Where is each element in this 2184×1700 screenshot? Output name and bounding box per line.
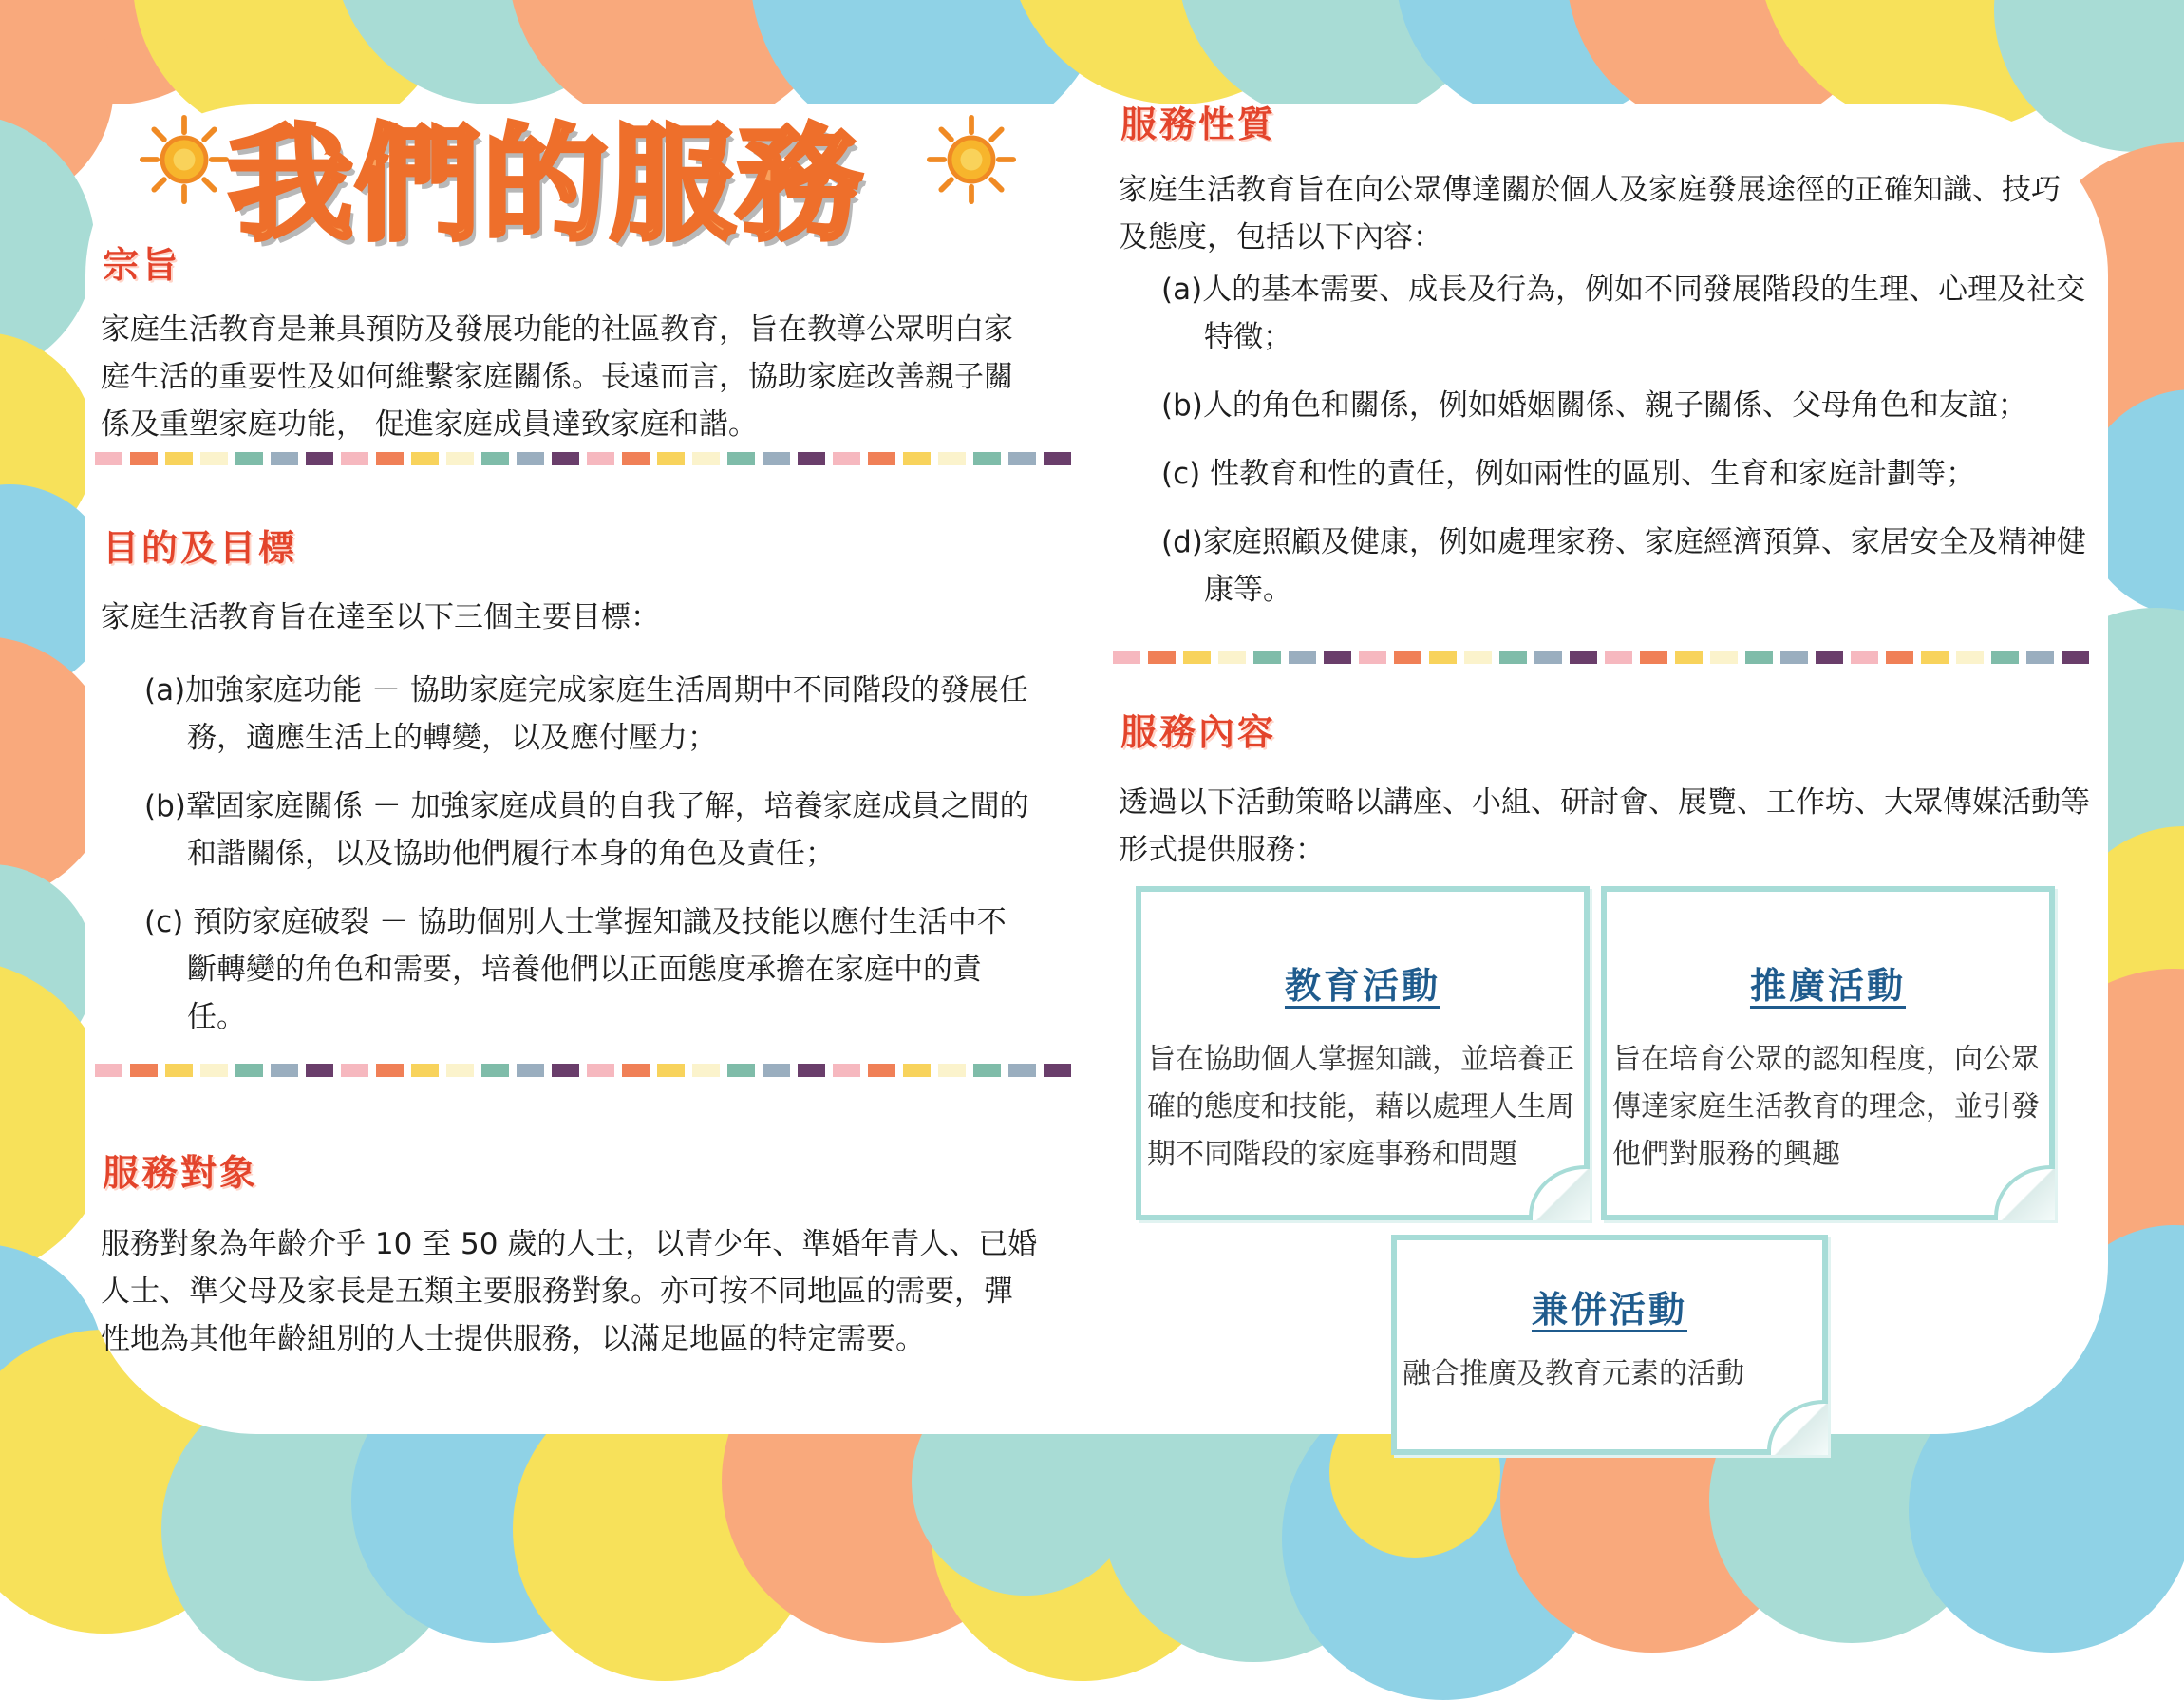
- divider-swatch: [306, 452, 333, 465]
- divider-swatch: [271, 452, 298, 465]
- card-text: 融合推廣及教育元素的活動: [1403, 1357, 1744, 1390]
- nature-list: [1161, 245, 2111, 614]
- target-heading: 服務對象: [103, 1152, 259, 1194]
- divider-swatch: [1044, 452, 1071, 465]
- divider-swatch: [1008, 1064, 1036, 1077]
- divider-swatch: [763, 452, 790, 465]
- content-intro: 透過以下活動策略以講座、小組、研討會、展覽、工作坊、大眾傳媒活動等形式提供服務：: [1119, 785, 2090, 867]
- title-block: [133, 74, 1045, 258]
- divider-swatch: [833, 1064, 860, 1077]
- divider-swatch: [1921, 651, 1949, 664]
- divider-swatch: [657, 1064, 685, 1077]
- divider-swatch: [446, 1064, 474, 1077]
- divider: [95, 1064, 1079, 1081]
- divider-swatch: [306, 1064, 333, 1077]
- divider-swatch: [868, 452, 895, 465]
- divider-swatch: [165, 452, 193, 465]
- divider-swatch: [341, 452, 368, 465]
- divider-swatch: [481, 452, 509, 465]
- divider-swatch: [1218, 651, 1246, 664]
- divider-swatch: [1991, 651, 2019, 664]
- education-activity-card: [1136, 886, 1590, 1220]
- goal-item: (c) 預防家庭破裂 － 協助個別人士掌握知識及技能以應付生活中不斷轉變的角色和需要，培養他們以正面態度承擔在家庭中的責任。: [144, 905, 1007, 1034]
- divider-swatch: [1044, 1064, 1071, 1077]
- divider-swatch: [2026, 651, 2054, 664]
- divider-swatch: [938, 452, 966, 465]
- nature-item: (c) 性教育和性的責任，例如兩性的區別、生育和家庭計劃等；: [1161, 457, 1976, 491]
- nature-intro: 家庭生活教育旨在向公眾傳達關於個人及家庭發展途徑的正確知識、技巧及態度，包括以下內容：: [1119, 173, 2061, 255]
- sun-icon: [139, 114, 230, 205]
- divider-swatch: [1148, 651, 1176, 664]
- page-curl: [1767, 1400, 1828, 1455]
- divider-swatch: [657, 452, 685, 465]
- divider-swatch: [1710, 651, 1738, 664]
- divider: [95, 452, 1079, 469]
- divider-swatch: [1253, 651, 1281, 664]
- divider-swatch: [1851, 651, 1878, 664]
- card-title: 推廣活動: [1749, 965, 1906, 1007]
- divider-swatch: [552, 452, 579, 465]
- divider-swatch: [235, 452, 263, 465]
- card-title: 兼併活動: [1531, 1289, 1687, 1331]
- divider-swatch: [973, 1064, 1001, 1077]
- sun-icon: [926, 114, 1017, 205]
- divider-swatch: [798, 1064, 825, 1077]
- promotion-activity-card: [1601, 886, 2055, 1220]
- divider-swatch: [833, 452, 860, 465]
- goals-heading: 目的及目標: [103, 527, 298, 569]
- divider-swatch: [727, 1064, 755, 1077]
- combined-activity-card: [1391, 1235, 1828, 1455]
- card-title: 教育活動: [1284, 965, 1440, 1007]
- divider-swatch: [446, 452, 474, 465]
- card-text: 旨在培育公眾的認知程度，向公眾傳達家庭生活教育的理念，並引發他們對服務的興趣: [1612, 1043, 2040, 1171]
- nature-item: (a)人的基本需要、成長及行為，例如不同發展階段的生理、心理及社交特徵；: [1161, 273, 2086, 354]
- divider-swatch: [692, 1064, 720, 1077]
- nature-item: (b)人的角色和關係，例如婚姻關係、親子關係、父母角色和友誼；: [1161, 388, 2027, 423]
- divider-swatch: [1499, 651, 1527, 664]
- divider-swatch: [1008, 452, 1036, 465]
- divider-swatch: [727, 452, 755, 465]
- divider-swatch: [1780, 651, 1808, 664]
- divider: [1113, 651, 2097, 668]
- divider-swatch: [517, 1064, 544, 1077]
- divider-swatch: [376, 1064, 404, 1077]
- divider-swatch: [1289, 651, 1316, 664]
- divider-swatch: [692, 452, 720, 465]
- goals-intro: 家庭生活教育旨在達至以下三個主要目標：: [101, 600, 660, 634]
- divider-swatch: [587, 1064, 614, 1077]
- divider-swatch: [200, 452, 228, 465]
- divider-swatch: [1816, 651, 1843, 664]
- page-title: 我們的服務: [228, 112, 864, 258]
- divider-swatch: [1640, 651, 1667, 664]
- card-text: 旨在協助個人掌握知識，並培養正確的態度和技能，藉以處理人生周期不同階段的家庭事務和問題: [1147, 1043, 1574, 1171]
- divider-swatch: [1956, 651, 1984, 664]
- divider-swatch: [1183, 651, 1211, 664]
- divider-swatch: [1113, 651, 1140, 664]
- divider-swatch: [622, 452, 650, 465]
- divider-swatch: [165, 1064, 193, 1077]
- divider-swatch: [1324, 651, 1351, 664]
- divider-swatch: [1394, 651, 1421, 664]
- goal-item: (b)鞏固家庭關係 － 加強家庭成員的自我了解，培養家庭成員之間的和諧關係，以及協助他們履行本身的角色及責任；: [144, 789, 1029, 871]
- nature-heading: 服務性質: [1120, 104, 1277, 145]
- target-text: 服務對象為年齡介乎 10 至 50 歲的人士，以青少年、準婚年青人、已婚人士、準父母及家長是五類主要服務對象。亦可按不同地區的需要，彈性地為其他年齡組別的人士提供服務，以滿足地區的特定需要。: [101, 1227, 1038, 1356]
- divider-swatch: [622, 1064, 650, 1077]
- divider-swatch: [587, 452, 614, 465]
- divider-swatch: [1464, 651, 1492, 664]
- mission-text: 家庭生活教育是兼具預防及發展功能的社區教育，旨在教導公眾明白家庭生活的重要性及如何維繫家庭關係。長遠而言，協助家庭改善親子關係及重塑家庭功能， 促進家庭成員達致家庭和諧。: [101, 312, 1013, 442]
- mission-heading: 宗旨: [103, 244, 181, 286]
- divider-swatch: [95, 452, 122, 465]
- divider-swatch: [341, 1064, 368, 1077]
- divider-swatch: [973, 452, 1001, 465]
- divider-swatch: [271, 1064, 298, 1077]
- divider-swatch: [376, 452, 404, 465]
- divider-swatch: [1570, 651, 1597, 664]
- divider-swatch: [130, 452, 158, 465]
- divider-swatch: [903, 1064, 931, 1077]
- divider-swatch: [1886, 651, 1913, 664]
- divider-swatch: [1429, 651, 1457, 664]
- divider-swatch: [235, 1064, 263, 1077]
- divider-swatch: [130, 1064, 158, 1077]
- divider-swatch: [1359, 651, 1386, 664]
- divider-swatch: [763, 1064, 790, 1077]
- divider-swatch: [868, 1064, 895, 1077]
- divider-swatch: [903, 452, 931, 465]
- divider-swatch: [2062, 651, 2089, 664]
- divider-swatch: [411, 1064, 439, 1077]
- nature-item: (d)家庭照顧及健康，例如處理家務、家庭經濟預算、家居安全及精神健康等。: [1161, 525, 2086, 607]
- divider-swatch: [1745, 651, 1773, 664]
- divider-swatch: [1675, 651, 1703, 664]
- divider-swatch: [938, 1064, 966, 1077]
- goals-list: [144, 646, 1029, 1041]
- goal-item: (a)加強家庭功能 － 協助家庭完成家庭生活周期中不同階段的發展任務，適應生活上的轉變，以及應付壓力；: [144, 673, 1028, 755]
- divider-swatch: [517, 452, 544, 465]
- divider-swatch: [1534, 651, 1562, 664]
- divider-swatch: [200, 1064, 228, 1077]
- content-heading: 服務內容: [1120, 711, 1277, 753]
- divider-swatch: [481, 1064, 509, 1077]
- divider-swatch: [411, 452, 439, 465]
- divider-swatch: [95, 1064, 122, 1077]
- divider-swatch: [1605, 651, 1632, 664]
- divider-swatch: [552, 1064, 579, 1077]
- divider-swatch: [798, 452, 825, 465]
